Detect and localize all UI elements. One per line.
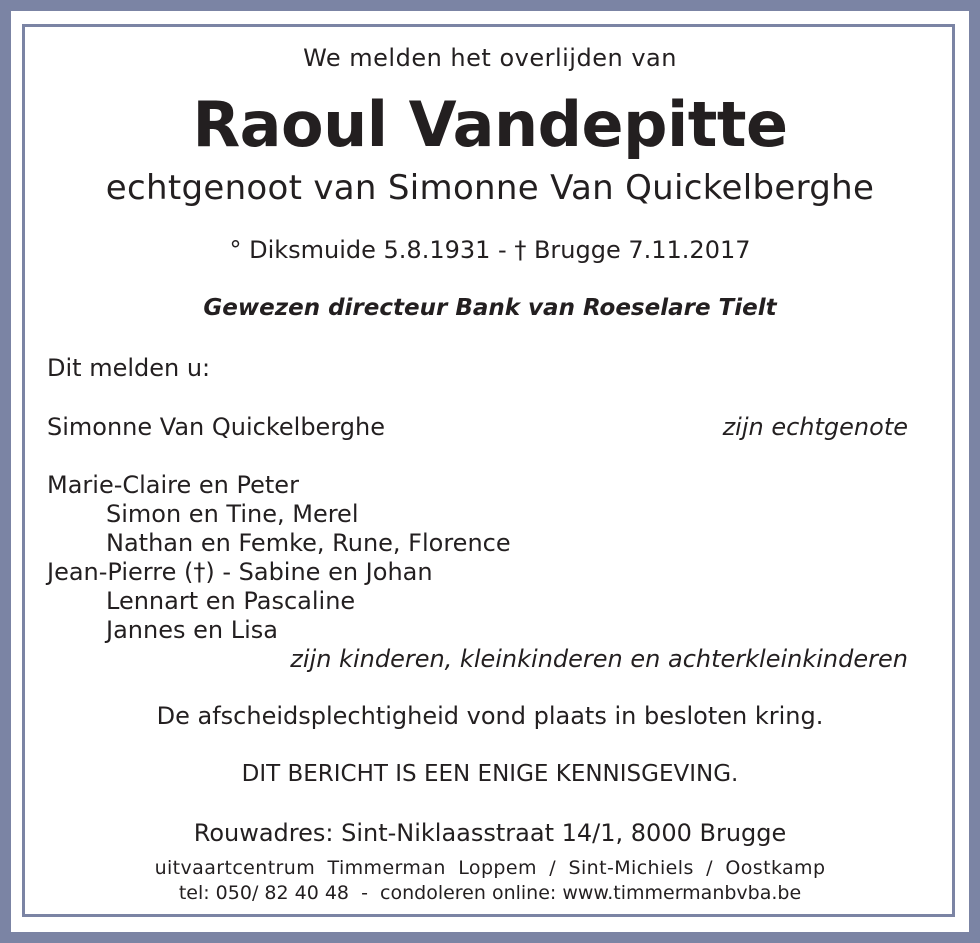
family-relation: zijn kinderen, kleinkinderen en achterkleinkinderen (290, 645, 908, 673)
family-line: Marie-Claire en Peter (47, 471, 299, 499)
spouse-relation: zijn echtgenote (722, 413, 908, 441)
spouse-name: Simonne Van Quickelberghe (47, 413, 385, 441)
family-line: Lennart en Pascaline (106, 587, 356, 615)
address-line: Rouwadres: Sint-Niklaasstraat 14/1, 8000 Brugge (193, 819, 787, 847)
family-line: Nathan en Femke, Rune, Florence (106, 529, 511, 557)
contact-line: tel: 050/ 82 40 48 - condoleren online: www.timmermanbvba.be (178, 882, 802, 904)
family-line: Simon en Tine, Merel (106, 500, 359, 528)
role-line: Gewezen directeur Bank van Roeselare Tielt (203, 295, 777, 321)
family-line: Jean-Pierre (†) - Sabine en Johan (47, 558, 433, 586)
announce-line: Dit melden u: (47, 354, 211, 382)
spouse-line: echtgenoot van Simonne Van Quickelberghe (105, 168, 875, 208)
family-line: Jannes en Lisa (106, 616, 278, 644)
farewell-line: De afscheidsplechtigheid vond plaats in besloten kring. (156, 702, 824, 730)
birth-death-dates: ° Diksmuide 5.8.1931 - † Brugge 7.11.2017 (229, 236, 751, 264)
only-notice-line: DIT BERICHT IS EEN ENIGE KENNISGEVING. (241, 761, 739, 787)
intro-line: We melden het overlijden van (303, 44, 677, 72)
deceased-name: Raoul Vandepitte (192, 88, 788, 161)
funeral-home-line: uitvaartcentrum Timmerman Loppem / Sint-Michiels / Oostkamp (154, 857, 826, 879)
